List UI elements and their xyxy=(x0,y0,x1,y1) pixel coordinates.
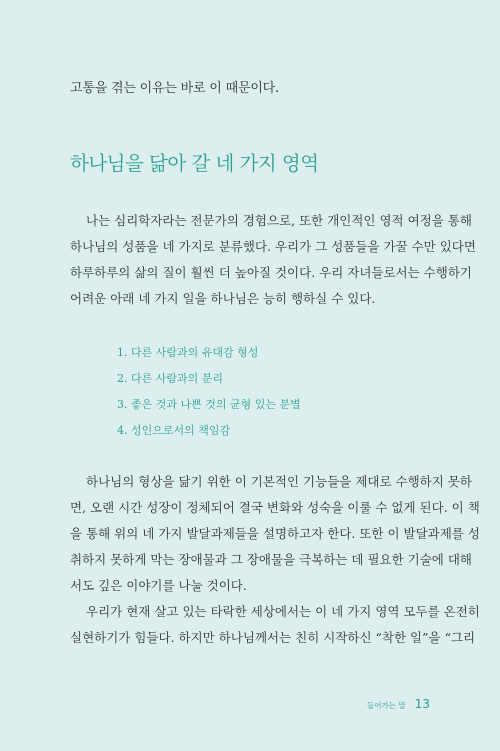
list-item: 2. 다른 사람과의 분리 xyxy=(117,372,223,385)
paragraph-line: 하나님의 형상을 닮기 위한 이 기본적인 기능들을 제대로 수행하지 못하 xyxy=(86,474,472,489)
page-number: 13 xyxy=(414,697,430,711)
paragraph-line: 하나님의 성품을 네 가지로 분류했다. 우리가 그 성품들을 가꿀 수만 있다면 xyxy=(70,239,476,254)
paragraph-line: 취하지 못하게 막는 장애물과 그 장애물을 극복하는 데 필요한 기술에 대해 xyxy=(70,552,472,567)
list-item: 4. 성인으로서의 책임감 xyxy=(117,424,231,437)
page-footer xyxy=(367,693,430,712)
paragraph-line: 하루하루의 삶의 질이 훨씬 더 높아질 것이다. 우리 자녀들로서는 수행하기 xyxy=(70,265,472,280)
list-item: 3. 좋은 것과 나쁜 것의 균형 있는 분별 xyxy=(117,398,301,411)
paragraph-line: 나는 심리학자라는 전문가의 경험으로, 또한 개인적인 영적 여정을 통해 xyxy=(86,213,472,228)
paragraph-line: 우리가 현재 살고 있는 타락한 세상에서는 이 네 가지 영역 모두를 온전히 xyxy=(86,604,480,619)
paragraph-line: 면, 오랜 시간 성장이 정체되어 결국 변화와 성숙을 이룰 수 없게 된다. 이 책 xyxy=(70,500,480,515)
paragraph-line: 을 통해 위의 네 가지 발달과제들을 설명하고자 한다. 또한 이 발달과제를 성 xyxy=(70,526,480,541)
paragraph-line: 실현하기가 힘들다. 하지만 하나님께서는 친히 시작하신 “착한 일”을 “그리 xyxy=(70,630,476,645)
list-item: 1. 다른 사람과의 유대감 형성 xyxy=(117,346,259,359)
section-heading: 하나님을 닮아 갈 네 가지 영역 xyxy=(70,152,319,175)
intro-line: 고통을 겪는 이유는 바로 이 때문이다. xyxy=(70,81,279,96)
paragraph-line: 어려운 아래 네 가지 일을 하나님은 능히 행하실 수 있다. xyxy=(70,291,376,306)
footer-section-label: 들어가는 말 xyxy=(367,701,406,710)
paragraph-line: 서도 깊은 이야기를 나눌 것이다. xyxy=(70,578,247,593)
